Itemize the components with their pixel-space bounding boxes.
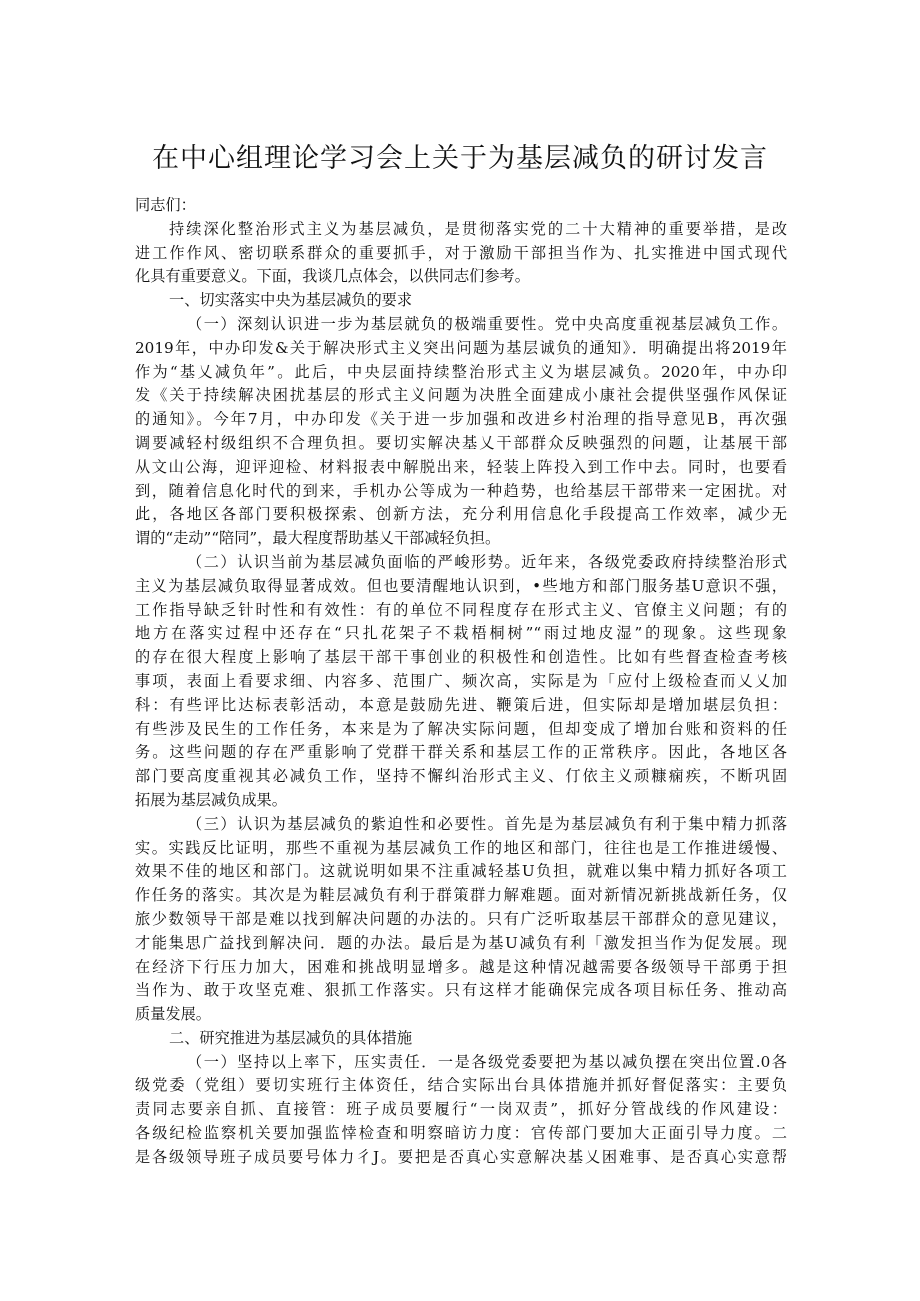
paragraph-line: 主义为基层减负取得显著成效。但也要清醒地认识到，•些地方和部门服务基U意识不强， bbox=[135, 576, 787, 595]
paragraph-line: 务。这些问题的存在严重影响了党群干群关系和基层工作的正常秩序。因此，各地区各 bbox=[135, 743, 787, 762]
page-title: 在中心组理论学习会上关于为基层减负的研讨发言 bbox=[152, 143, 768, 174]
paragraph-line: 科：有些评比达标表彰活动，本意是鼓励先进、鞭策后进，但实际却是增加堪层负担： bbox=[135, 695, 787, 714]
paragraph-line: 2019年，中办印发&关于解决形式主义突出问题为基层诚负的通知》．明确提出将2019年 bbox=[135, 338, 787, 357]
paragraph-line: （二）认识当前为基层减负面临的严峻形势。近年来，各级党委政府持续整治形式 bbox=[187, 552, 787, 571]
paragraph-line: 部门要高度重视其必减负工作，坚持不懈纠治形式主义、仃依主义顽糠痫疾，不断巩固 bbox=[135, 767, 787, 786]
paragraph-line: 效果不佳的地区和部门。这就说明如果不注重减轻基U负担，就难以集中精力抓好各项工 bbox=[135, 862, 787, 881]
paragraph-line: 持续深化整治形式主义为基层减负，是贯彻落实党的二十大精神的重要举措，是改 bbox=[169, 219, 787, 238]
paragraph-line: 地方在落实过程中还存在“只扎花架子不栽梧桐树”“雨过地皮湿”的现象。这些现象 bbox=[135, 624, 787, 643]
paragraph-line: 此，各地区各部门要积极探索、创新方法，充分利用信息化手段提高工作效率，减少无 bbox=[135, 505, 787, 524]
paragraph-line: 是各级领导班子成员要号体力彳J。要把是否真心实意解决基乂困难事、是否真心实意帮 bbox=[135, 1147, 787, 1166]
paragraph-line: 级党委（党组）要切实班行主体资任，结合实际出台具体措施并抓好督促落实：主要负 bbox=[135, 1076, 787, 1095]
paragraph-line: 质量发展。 bbox=[135, 1005, 211, 1024]
salutation: 同志们： bbox=[135, 196, 196, 214]
paragraph-line: 进工作作风、密切联系群众的重要抓手，对于激励干部担当作为、扎实推进中国式现代 bbox=[135, 243, 787, 262]
paragraph-line: 才能集思广益找到解决问．题的办法。最后是为基U减负有利「激发担当作为促发展。现 bbox=[135, 933, 787, 952]
section-heading: 一、切实落实中央为基层减负的要求 bbox=[169, 291, 412, 310]
paragraph-line: 发《关于持续解决困扰基层的形式主义问题为决胜全面建成小康社会提供坚强作风保证 bbox=[135, 386, 787, 405]
paragraph-line: 作为“基乂减负年”。此后，中央层面持续整治形式主义为堪层减负。2020年，中办印 bbox=[135, 362, 787, 381]
document-body bbox=[135, 194, 787, 1170]
paragraph-line: 旅少数领导干部是难以找到解决问题的办法的。只有广泛听取基层干部群众的意见建议， bbox=[135, 909, 787, 928]
paragraph-line: 到，随着信息化时代的到来，手机办公等成为一种趋势，也给基层干部带来一定困扰。对 bbox=[135, 481, 787, 500]
paragraph-line: 各级纪检监察机关要加强监悻检查和明察暗访力度：官传部门要加大正面引导力度。二 bbox=[135, 1124, 787, 1143]
paragraph-line: 从文山公海，迎评迎检、材料报表中解脱出来，轻装上阵投入到工作中去。同时，也要看 bbox=[135, 457, 787, 476]
paragraph-line: 的通知》。今年7月，中办印发《关于进一步加强和改进乡村治理的指导意见B，再次强 bbox=[135, 410, 787, 429]
paragraph-line: 有些涉及民生的工作任务，本来是为了解决实际问题，但却变成了增加台账和资料的任 bbox=[135, 719, 787, 738]
paragraph-line: 责同志要亲自抓、直接管：班子成员要履行“一岗双责”，抓好分管战线的作风建设： bbox=[135, 1100, 787, 1119]
paragraph-line: 当作为、敢于攻坚克难、狠抓工作落实。只有这样才能确保完成各项目标任务、推动高 bbox=[135, 981, 787, 1000]
paragraph-line: 事项，表面上看要求细、内容多、范围广、频次高，实际是为「应付上级检查而乂乂加 bbox=[135, 671, 787, 690]
section-heading: 二、研究推进为基层减负的具体措施 bbox=[169, 1028, 412, 1047]
paragraph-line: 作任务的落实。其次是为鞋层减负有利于群策群力解难题。面对新情况新挑战新任务，仅 bbox=[135, 886, 787, 905]
paragraph-line: 工作指导缺乏针时性和有效性：有的单位不同程度存在形式主义、官僚主义问题；有的 bbox=[135, 600, 787, 619]
paragraph-line: 实。实践反比证明，那些不重视为基层减负工作的地区和部门，往往也是工作推进缓慢、 bbox=[135, 838, 787, 857]
paragraph-line: 拓展为基层减负成果。 bbox=[135, 790, 287, 809]
paragraph-line: （三）认识为基层减负的紫迫性和必要性。首先是为基层减负有利于集中精力抓落 bbox=[187, 814, 787, 833]
paragraph-line: 化具有重要意义。下面，我谈几点体会，以供同志们参考。 bbox=[135, 267, 530, 286]
paragraph-line: 在经济下行压力加大，困难和挑战明显增多。越是这种情况越需要各级领导干部勇于担 bbox=[135, 957, 787, 976]
paragraph-line: 调要减轻村级组织不合理负担。要切实解决基乂干部群众反映强烈的问题，让基展干部 bbox=[135, 433, 787, 452]
paragraph-line: 谓的“走动”“陪同”，最大程度帮助基乂干部减轻负担。 bbox=[135, 529, 501, 548]
paragraph-line: 的存在很大程度上影响了基层干部干事创业的积极性和创造性。比如有些督查检查考核 bbox=[135, 648, 787, 667]
paragraph-line: （一）坚持以上率下，压实责任．一是各级党委要把为基以减负摆在突出位置.0各 bbox=[187, 1052, 787, 1071]
paragraph-line: （一）深刻认识进一步为基层就负的极端重要性。党中央高度重视基层减负工作。 bbox=[187, 314, 787, 333]
